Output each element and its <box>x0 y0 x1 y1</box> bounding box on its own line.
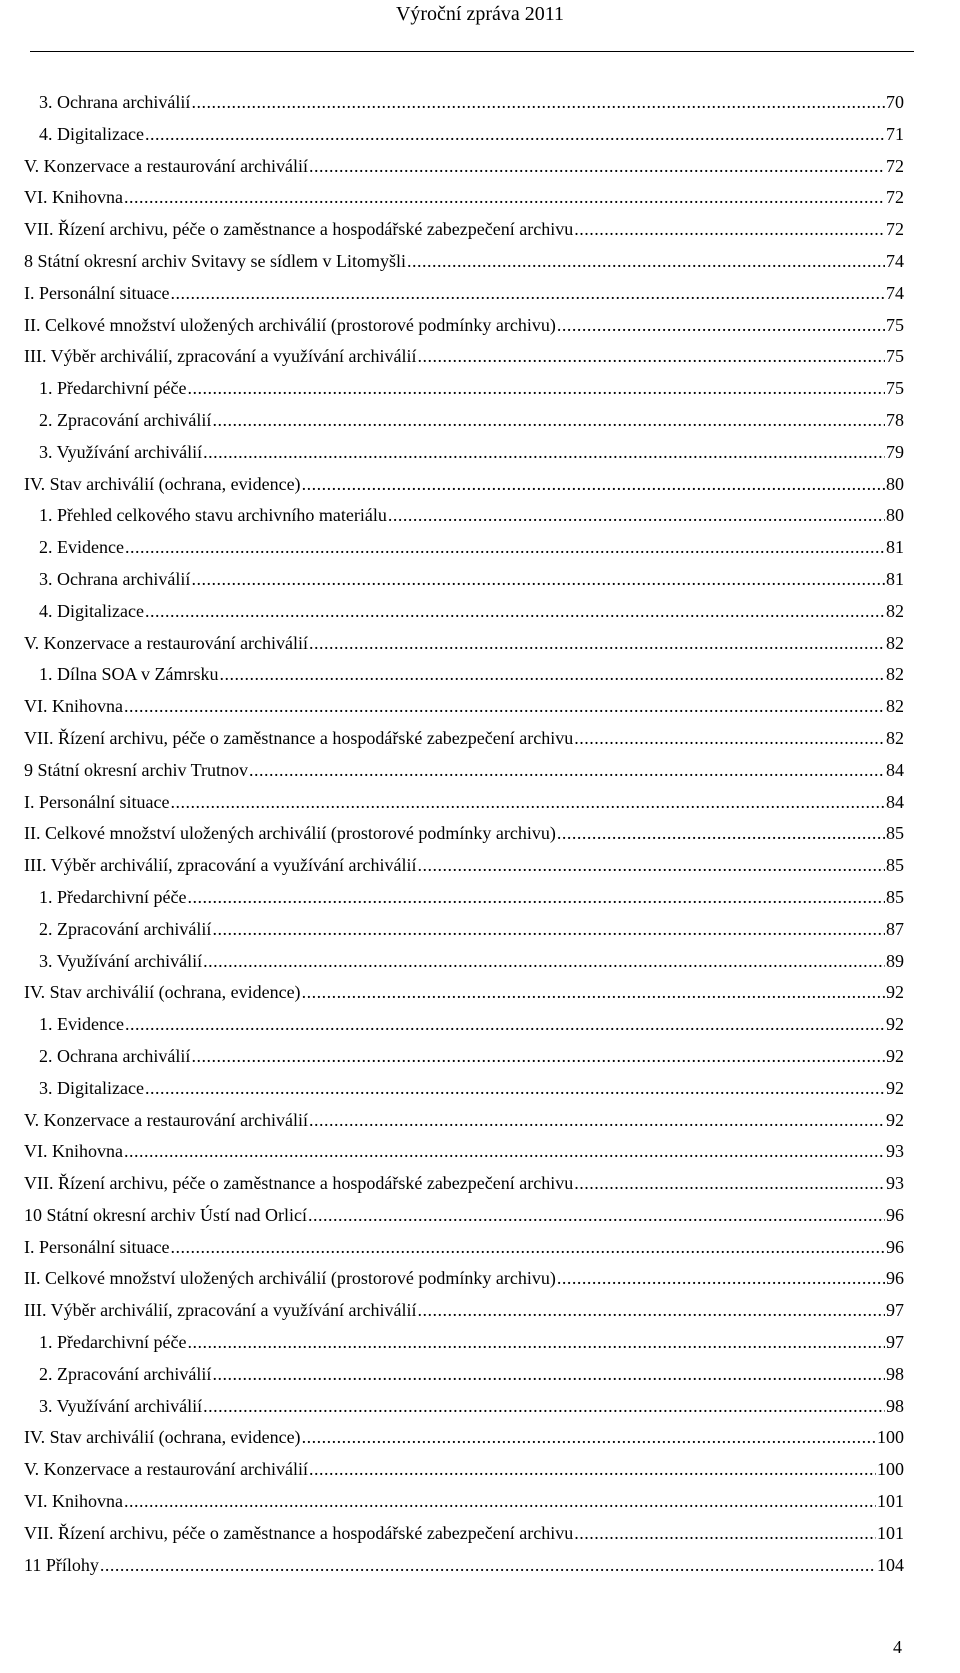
toc-entry-page: 92 <box>886 1077 904 1098</box>
toc-entry-title: VI. Knihovna <box>24 187 123 208</box>
toc-leader-dots <box>100 1554 876 1576</box>
toc-entry-title: V. Konzervace a restaurování archiválií <box>24 632 309 653</box>
toc-entry-page: 70 <box>886 92 904 112</box>
toc-leader-dots <box>212 1363 885 1385</box>
toc-entry-title: I. Personální situace <box>24 282 170 303</box>
toc-entry-title: 8 Státní okresní archiv Svitavy se sídlem v Litomyšli <box>24 250 406 271</box>
toc-entry-page: 81 <box>886 537 904 558</box>
toc-entry[interactable] <box>24 1522 904 1554</box>
toc-leader-dots <box>212 918 885 940</box>
toc-entry[interactable] <box>24 568 904 600</box>
toc-leader-dots <box>302 981 885 1003</box>
toc-entry-title: 1. Evidence <box>39 1014 124 1035</box>
toc-entry-title: 1. Předarchivní péče <box>39 378 187 399</box>
toc-entry[interactable] <box>24 886 904 918</box>
toc-entry-title: 2. Zpracování archiválií <box>39 409 212 430</box>
toc-entry-page: 84 <box>886 759 904 780</box>
toc-entry-title: I. Personální situace <box>24 791 170 812</box>
toc-leader-dots <box>574 218 885 240</box>
toc-leader-dots <box>249 759 885 781</box>
toc-entry-title: 9 Státní okresní archiv Trutnov <box>24 759 248 780</box>
toc-entry[interactable] <box>24 822 904 854</box>
toc-entry-title: 2. Ochrana archiválií <box>39 1045 191 1066</box>
page-header <box>0 0 960 26</box>
toc-entry-page: 98 <box>886 1395 904 1416</box>
toc-entry[interactable] <box>24 632 904 664</box>
toc-entry-title: II. Celkové množství uložených archiválií (prostorové podmínky archivu) <box>24 823 556 844</box>
toc-entry-page: 100 <box>877 1459 904 1480</box>
toc-entry-title: VI. Knihovna <box>24 696 123 717</box>
toc-leader-dots <box>302 473 885 495</box>
toc-entry-page: 72 <box>886 155 904 176</box>
header-title: Výroční zpráva 2011 <box>395 3 565 25</box>
toc-entry-title: 3. Využívání archiválií <box>39 1395 203 1416</box>
toc-leader-dots <box>309 632 885 654</box>
toc-entry-title: 2. Evidence <box>39 537 124 558</box>
toc-entry[interactable] <box>24 1077 904 1109</box>
toc-leader-dots <box>203 441 885 463</box>
toc-entry[interactable] <box>24 759 904 791</box>
toc-entry-page: 93 <box>886 1173 904 1194</box>
toc-leader-dots <box>302 1426 876 1448</box>
toc-entry[interactable] <box>24 1490 904 1522</box>
toc-leader-dots <box>187 886 885 908</box>
toc-leader-dots <box>124 695 885 717</box>
toc-entry-title: I. Personální situace <box>24 1236 170 1257</box>
toc-leader-dots <box>388 504 885 526</box>
table-of-contents <box>24 91 904 1585</box>
toc-entry-page: 101 <box>877 1522 904 1543</box>
toc-entry[interactable] <box>24 314 904 346</box>
toc-entry-page: 75 <box>886 378 904 399</box>
toc-entry-title: 1. Předarchivní péče <box>39 886 187 907</box>
toc-leader-dots <box>418 1299 886 1321</box>
toc-entry-page: 100 <box>877 1427 904 1448</box>
toc-leader-dots <box>124 1140 885 1162</box>
toc-entry-title: III. Výběr archiválií, zpracování a využívání archiválií <box>24 346 417 367</box>
toc-entry-page: 85 <box>886 823 904 844</box>
toc-leader-dots <box>557 822 885 844</box>
toc-leader-dots <box>191 1045 885 1067</box>
toc-leader-dots <box>125 1013 885 1035</box>
toc-entry-page: 92 <box>886 1109 904 1130</box>
toc-entry-page: 80 <box>886 473 904 494</box>
toc-leader-dots <box>418 345 886 367</box>
toc-entry[interactable] <box>24 1299 904 1331</box>
toc-leader-dots <box>124 186 885 208</box>
toc-entry-title: II. Celkové množství uložených archiválií (prostorové podmínky archivu) <box>24 1268 556 1289</box>
toc-entry-page: 82 <box>886 632 904 653</box>
toc-entry-title: III. Výběr archiválií, zpracování a využívání archiválií <box>24 855 417 876</box>
toc-entry-page: 82 <box>886 727 904 748</box>
toc-entry-page: 104 <box>877 1554 904 1575</box>
toc-entry[interactable] <box>24 1204 904 1236</box>
toc-entry-page: 85 <box>886 855 904 876</box>
toc-entry-title: V. Konzervace a restaurování archiválií <box>24 1459 309 1480</box>
toc-entry-page: 75 <box>886 346 904 367</box>
toc-leader-dots <box>187 377 885 399</box>
toc-leader-dots <box>220 663 886 685</box>
toc-entry-page: 96 <box>886 1236 904 1257</box>
toc-entry-title: 10 Státní okresní archiv Ústí nad Orlicí <box>24 1204 307 1225</box>
toc-entry-title: 4. Digitalizace <box>39 123 144 144</box>
toc-leader-dots <box>191 568 885 590</box>
toc-leader-dots <box>574 1522 876 1544</box>
toc-entry[interactable] <box>24 1554 904 1586</box>
toc-entry[interactable] <box>24 854 904 886</box>
toc-entry[interactable] <box>24 504 904 536</box>
toc-entry-page: 89 <box>886 950 904 971</box>
toc-entry-page: 80 <box>886 505 904 526</box>
toc-leader-dots <box>557 1267 885 1289</box>
toc-entry[interactable] <box>24 377 904 409</box>
toc-entry-page: 92 <box>886 1045 904 1066</box>
toc-entry-page: 74 <box>886 250 904 271</box>
toc-leader-dots <box>145 600 885 622</box>
toc-entry[interactable] <box>24 473 904 505</box>
toc-leader-dots <box>212 409 885 431</box>
page-number: 4 <box>893 1637 902 1657</box>
toc-leader-dots <box>407 250 885 272</box>
toc-leader-dots <box>574 1172 885 1194</box>
toc-entry-title: VII. Řízení archivu, péče o zaměstnance a hospodářské zabezpečení archivu <box>24 1173 574 1194</box>
toc-entry-title: 3. Ochrana archiválií <box>39 92 191 112</box>
toc-leader-dots <box>125 536 885 558</box>
toc-entry-title: V. Konzervace a restaurování archiválií <box>24 1109 309 1130</box>
toc-entry-page: 97 <box>886 1300 904 1321</box>
toc-entry-page: 97 <box>886 1332 904 1353</box>
toc-entry-title: III. Výběr archiválií, zpracování a využívání archiválií <box>24 1300 417 1321</box>
toc-entry-title: 3. Využívání archiválií <box>39 950 203 971</box>
toc-entry[interactable] <box>24 1458 904 1490</box>
toc-entry-title: 1. Dílna SOA v Zámrsku <box>39 664 219 685</box>
toc-entry[interactable] <box>24 727 904 759</box>
toc-entry[interactable] <box>24 218 904 250</box>
toc-entry-page: 72 <box>886 187 904 208</box>
toc-entry-page: 78 <box>886 409 904 430</box>
toc-entry[interactable] <box>24 123 904 155</box>
toc-entry-title: 3. Ochrana archiválií <box>39 568 191 589</box>
toc-entry-title: 1. Předarchivní péče <box>39 1332 187 1353</box>
toc-entry-page: 79 <box>886 441 904 462</box>
toc-entry-title: VII. Řízení archivu, péče o zaměstnance a hospodářské zabezpečení archivu <box>24 727 574 748</box>
toc-entry-page: 92 <box>886 1014 904 1035</box>
toc-entry-title: 2. Zpracování archiválií <box>39 918 212 939</box>
toc-entry-title: IV. Stav archiválií (ochrana, evidence) <box>24 473 301 494</box>
toc-leader-dots <box>145 123 885 145</box>
toc-entry[interactable] <box>24 1363 904 1395</box>
toc-entry[interactable] <box>24 91 904 123</box>
toc-entry-page: 82 <box>886 696 904 717</box>
toc-entry[interactable] <box>24 600 904 632</box>
toc-leader-dots <box>145 1077 885 1099</box>
toc-leader-dots <box>308 1204 885 1226</box>
toc-leader-dots <box>170 791 885 813</box>
toc-entry[interactable] <box>24 250 904 282</box>
toc-entry[interactable] <box>24 1426 904 1458</box>
toc-entry[interactable] <box>24 409 904 441</box>
toc-entry-page: 82 <box>886 664 904 685</box>
toc-entry-title: 4. Digitalizace <box>39 600 144 621</box>
toc-entry-page: 96 <box>886 1268 904 1289</box>
toc-entry-page: 81 <box>886 568 904 589</box>
toc-entry[interactable] <box>24 345 904 377</box>
toc-leader-dots <box>187 1331 885 1353</box>
toc-entry-page: 93 <box>886 1141 904 1162</box>
toc-leader-dots <box>309 155 885 177</box>
toc-entry-page: 85 <box>886 886 904 907</box>
toc-entry[interactable] <box>24 695 904 727</box>
toc-entry[interactable] <box>24 441 904 473</box>
toc-entry-title: 3. Využívání archiválií <box>39 441 203 462</box>
header-divider <box>30 51 914 52</box>
toc-entry[interactable] <box>24 1013 904 1045</box>
toc-entry[interactable] <box>24 282 904 314</box>
toc-entry-page: 82 <box>886 600 904 621</box>
toc-entry[interactable] <box>24 1236 904 1268</box>
toc-leader-dots <box>574 727 885 749</box>
toc-entry[interactable] <box>24 1331 904 1363</box>
toc-leader-dots <box>124 1490 876 1512</box>
toc-leader-dots <box>309 1458 876 1480</box>
toc-leader-dots <box>309 1109 885 1131</box>
toc-entry-page: 96 <box>886 1204 904 1225</box>
toc-entry-title: V. Konzervace a restaurování archiválií <box>24 155 309 176</box>
toc-entry[interactable] <box>24 1109 904 1141</box>
toc-entry[interactable] <box>24 536 904 568</box>
toc-entry[interactable] <box>24 791 904 823</box>
toc-entry[interactable] <box>24 1267 904 1299</box>
toc-entry-page: 98 <box>886 1363 904 1384</box>
toc-entry[interactable] <box>24 981 904 1013</box>
toc-entry[interactable] <box>24 1395 904 1427</box>
toc-leader-dots <box>557 314 885 336</box>
toc-entry-page: 71 <box>886 123 904 144</box>
toc-leader-dots <box>418 854 886 876</box>
toc-entry[interactable] <box>24 1140 904 1172</box>
toc-entry-title: VI. Knihovna <box>24 1491 123 1512</box>
toc-entry[interactable] <box>24 950 904 982</box>
toc-entry-title: IV. Stav archiválií (ochrana, evidence) <box>24 982 301 1003</box>
toc-entry-title: 11 Přílohy <box>24 1554 99 1575</box>
toc-entry-title: VII. Řízení archivu, péče o zaměstnance a hospodářské zabezpečení archivu <box>24 1522 574 1543</box>
toc-leader-dots <box>203 1395 885 1417</box>
toc-entry-page: 75 <box>886 314 904 335</box>
toc-entry-page: 87 <box>886 918 904 939</box>
toc-entry-title: 3. Digitalizace <box>39 1077 144 1098</box>
toc-entry-page: 101 <box>877 1491 904 1512</box>
toc-entry[interactable] <box>24 1172 904 1204</box>
toc-entry-title: II. Celkové množství uložených archiválií (prostorové podmínky archivu) <box>24 314 556 335</box>
toc-entry-title: VI. Knihovna <box>24 1141 123 1162</box>
toc-leader-dots <box>191 91 885 113</box>
toc-entry-title: VII. Řízení archivu, péče o zaměstnance a hospodářské zabezpečení archivu <box>24 219 574 240</box>
toc-leader-dots <box>170 1236 885 1258</box>
toc-entry[interactable] <box>24 155 904 187</box>
toc-entry[interactable] <box>24 918 904 950</box>
toc-entry[interactable] <box>24 1045 904 1077</box>
toc-entry-page: 92 <box>886 982 904 1003</box>
toc-leader-dots <box>170 282 885 304</box>
toc-entry-title: 1. Přehled celkového stavu archivního materiálu <box>39 505 387 526</box>
toc-entry-title: 2. Zpracování archiválií <box>39 1363 212 1384</box>
toc-entry-page: 72 <box>886 219 904 240</box>
toc-entry-title: IV. Stav archiválií (ochrana, evidence) <box>24 1427 301 1448</box>
toc-entry-page: 84 <box>886 791 904 812</box>
toc-entry-page: 74 <box>886 282 904 303</box>
toc-leader-dots <box>203 950 885 972</box>
toc-entry[interactable] <box>24 663 904 695</box>
toc-entry[interactable] <box>24 186 904 218</box>
